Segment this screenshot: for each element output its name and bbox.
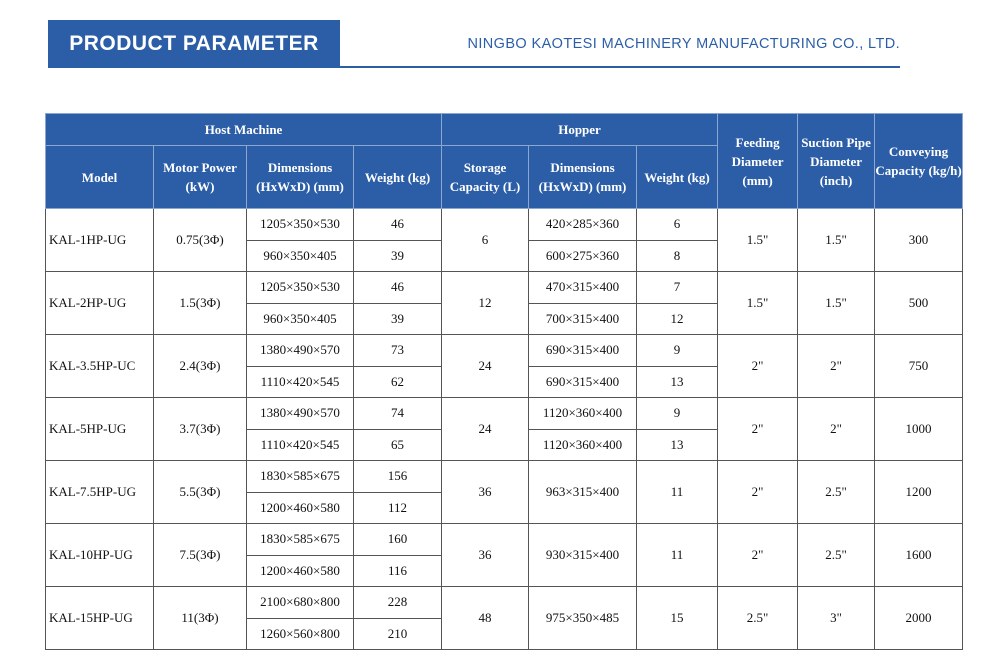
cell-storage-capacity: 48	[442, 587, 529, 650]
cell-model: KAL-3.5HP-UC	[46, 335, 154, 398]
cell-hopper-weight: 6	[637, 209, 718, 241]
cell-hopper-dimensions: 420×285×360	[529, 209, 637, 241]
cell-suction-pipe-diameter: 2.5"	[798, 461, 875, 524]
cell-host-dimensions: 1110×420×545	[247, 366, 354, 398]
cell-model: KAL-1HP-UG	[46, 209, 154, 272]
header-feeding-diameter: Feeding Diameter (mm)	[718, 114, 798, 209]
cell-hopper-weight: 13	[637, 429, 718, 461]
cell-hopper-dimensions: 690×315×400	[529, 335, 637, 367]
cell-hopper-dimensions: 1120×360×400	[529, 429, 637, 461]
header-conveying-capacity: Conveying Capacity (kg/h)	[875, 114, 963, 209]
cell-host-weight: 46	[354, 209, 442, 241]
cell-feeding-diameter: 2.5"	[718, 587, 798, 650]
cell-feeding-diameter: 2"	[718, 335, 798, 398]
cell-model: KAL-5HP-UG	[46, 398, 154, 461]
cell-motor-power: 1.5(3Φ)	[154, 272, 247, 335]
product-parameter-table	[45, 113, 963, 650]
table-row	[46, 398, 963, 430]
cell-motor-power: 5.5(3Φ)	[154, 461, 247, 524]
cell-hopper-weight: 15	[637, 587, 718, 650]
cell-storage-capacity: 6	[442, 209, 529, 272]
cell-host-weight: 46	[354, 272, 442, 304]
cell-motor-power: 7.5(3Φ)	[154, 524, 247, 587]
cell-conveying-capacity: 300	[875, 209, 963, 272]
header-divider	[48, 66, 900, 68]
header-hopper-weight: Weight (kg)	[637, 146, 718, 209]
company-name: NINGBO KAOTESI MACHINERY MANUFACTURING CO., LTD.	[467, 36, 900, 52]
cell-host-weight: 74	[354, 398, 442, 430]
cell-host-weight: 65	[354, 429, 442, 461]
cell-storage-capacity: 36	[442, 524, 529, 587]
cell-host-weight: 160	[354, 524, 442, 556]
cell-motor-power: 2.4(3Φ)	[154, 335, 247, 398]
cell-host-dimensions: 1830×585×675	[247, 524, 354, 556]
table-row	[46, 209, 963, 241]
cell-model: KAL-2HP-UG	[46, 272, 154, 335]
cell-hopper-dimensions: 975×350×485	[529, 587, 637, 650]
cell-hopper-dimensions: 600×275×360	[529, 240, 637, 272]
cell-host-weight: 156	[354, 461, 442, 493]
cell-hopper-weight: 9	[637, 335, 718, 367]
cell-hopper-dimensions: 690×315×400	[529, 366, 637, 398]
cell-host-dimensions: 1205×350×530	[247, 209, 354, 241]
header-model: Model	[46, 146, 154, 209]
cell-hopper-dimensions: 930×315×400	[529, 524, 637, 587]
cell-hopper-dimensions: 470×315×400	[529, 272, 637, 304]
header-host-dimensions: Dimensions (HxWxD) (mm)	[247, 146, 354, 209]
cell-model: KAL-15HP-UG	[46, 587, 154, 650]
cell-motor-power: 11(3Φ)	[154, 587, 247, 650]
cell-host-dimensions: 1380×490×570	[247, 335, 354, 367]
cell-suction-pipe-diameter: 2"	[798, 398, 875, 461]
table-row	[46, 587, 963, 619]
cell-host-weight: 228	[354, 587, 442, 619]
cell-feeding-diameter: 1.5"	[718, 272, 798, 335]
cell-suction-pipe-diameter: 1.5"	[798, 209, 875, 272]
cell-host-weight: 39	[354, 240, 442, 272]
cell-conveying-capacity: 1000	[875, 398, 963, 461]
cell-hopper-weight: 12	[637, 303, 718, 335]
cell-hopper-weight: 7	[637, 272, 718, 304]
header-host-weight: Weight (kg)	[354, 146, 442, 209]
cell-conveying-capacity: 2000	[875, 587, 963, 650]
cell-hopper-weight: 11	[637, 524, 718, 587]
table-row	[46, 272, 963, 304]
cell-storage-capacity: 24	[442, 398, 529, 461]
cell-model: KAL-7.5HP-UG	[46, 461, 154, 524]
cell-host-weight: 39	[354, 303, 442, 335]
cell-hopper-weight: 11	[637, 461, 718, 524]
page-title-banner	[48, 20, 340, 67]
cell-host-weight: 62	[354, 366, 442, 398]
table-row	[46, 524, 963, 556]
cell-host-dimensions: 1260×560×800	[247, 618, 354, 650]
cell-suction-pipe-diameter: 1.5"	[798, 272, 875, 335]
group-header-row	[46, 114, 963, 146]
cell-feeding-diameter: 2"	[718, 524, 798, 587]
cell-host-weight: 116	[354, 555, 442, 587]
cell-hopper-dimensions: 1120×360×400	[529, 398, 637, 430]
cell-host-dimensions: 960×350×405	[247, 303, 354, 335]
cell-host-weight: 210	[354, 618, 442, 650]
cell-motor-power: 0.75(3Φ)	[154, 209, 247, 272]
cell-suction-pipe-diameter: 2.5"	[798, 524, 875, 587]
cell-conveying-capacity: 500	[875, 272, 963, 335]
cell-feeding-diameter: 2"	[718, 461, 798, 524]
cell-model: KAL-10HP-UG	[46, 524, 154, 587]
cell-hopper-dimensions: 963×315×400	[529, 461, 637, 524]
cell-conveying-capacity: 1600	[875, 524, 963, 587]
cell-host-dimensions: 1110×420×545	[247, 429, 354, 461]
table-body	[46, 209, 963, 650]
group-header-hopper: Hopper	[442, 114, 718, 146]
cell-host-dimensions: 1200×460×580	[247, 492, 354, 524]
header-motor-power: Motor Power (kW)	[154, 146, 247, 209]
cell-feeding-diameter: 1.5"	[718, 209, 798, 272]
cell-storage-capacity: 24	[442, 335, 529, 398]
cell-host-dimensions: 1200×460×580	[247, 555, 354, 587]
cell-feeding-diameter: 2"	[718, 398, 798, 461]
cell-host-dimensions: 1205×350×530	[247, 272, 354, 304]
cell-host-dimensions: 960×350×405	[247, 240, 354, 272]
cell-hopper-weight: 9	[637, 398, 718, 430]
page-title: PRODUCT PARAMETER	[69, 31, 319, 55]
cell-suction-pipe-diameter: 3"	[798, 587, 875, 650]
cell-host-dimensions: 1830×585×675	[247, 461, 354, 493]
cell-hopper-dimensions: 700×315×400	[529, 303, 637, 335]
header-hopper-dimensions: Dimensions (HxWxD) (mm)	[529, 146, 637, 209]
header-suction-pipe-diameter: Suction Pipe Diameter (inch)	[798, 114, 875, 209]
cell-host-weight: 112	[354, 492, 442, 524]
header-storage-capacity: Storage Capacity (L)	[442, 146, 529, 209]
cell-suction-pipe-diameter: 2"	[798, 335, 875, 398]
cell-hopper-weight: 13	[637, 366, 718, 398]
table-row	[46, 461, 963, 493]
cell-host-dimensions: 2100×680×800	[247, 587, 354, 619]
table-row	[46, 335, 963, 367]
cell-host-dimensions: 1380×490×570	[247, 398, 354, 430]
cell-host-weight: 73	[354, 335, 442, 367]
cell-storage-capacity: 12	[442, 272, 529, 335]
cell-storage-capacity: 36	[442, 461, 529, 524]
cell-conveying-capacity: 750	[875, 335, 963, 398]
cell-motor-power: 3.7(3Φ)	[154, 398, 247, 461]
cell-hopper-weight: 8	[637, 240, 718, 272]
group-header-host-machine: Host Machine	[46, 114, 442, 146]
cell-conveying-capacity: 1200	[875, 461, 963, 524]
